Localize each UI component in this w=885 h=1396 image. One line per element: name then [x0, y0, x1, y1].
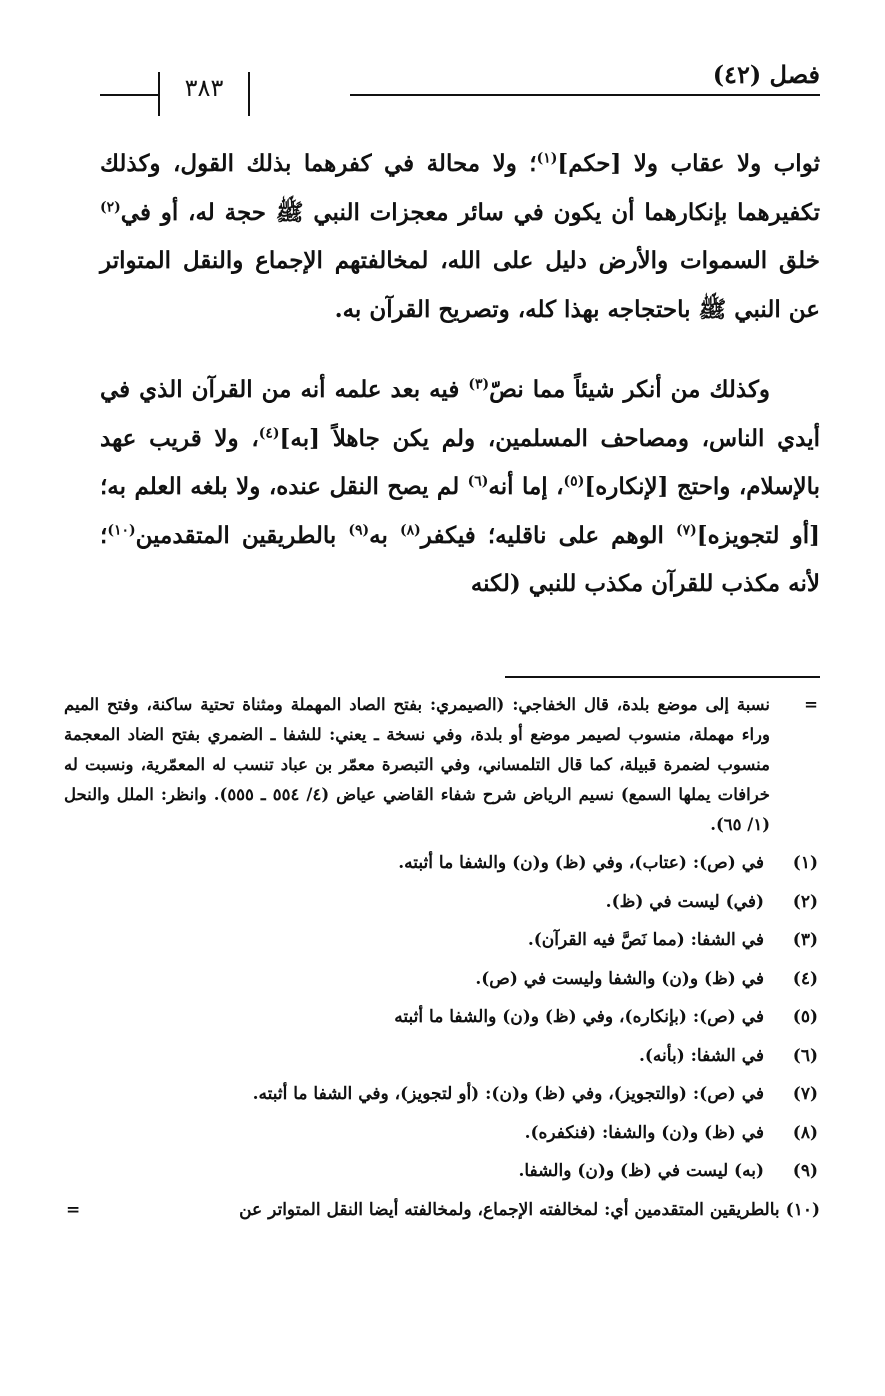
continuation-mark: =: [66, 1199, 81, 1220]
text-segment: ، ولا قريب عهد بالإسلام، واحتج [لإنكاره]: [100, 424, 821, 500]
footnotes: [64, 690, 820, 1229]
footnote-ref: (٩): [348, 521, 370, 538]
footnote-number: (٨): [792, 1122, 818, 1143]
footnote-item: [64, 1191, 820, 1230]
footnote-ref: (١): [536, 150, 558, 167]
footnote-ref: (٥): [563, 473, 585, 490]
footnote-list: [64, 844, 820, 1229]
footnote-ref: (٨): [400, 521, 421, 538]
footnote-text: في (ص): (بإنكاره)، وفي (ظ) و(ن) والشفا ما أثبته: [394, 1007, 764, 1027]
footnote-item: [64, 844, 820, 883]
footnote-item: [64, 921, 820, 960]
footnote-number: (٢): [792, 891, 818, 912]
header-divider: [248, 72, 250, 116]
footnote-number: (٤): [792, 968, 818, 989]
main-text: [100, 140, 820, 609]
footnote-item: [64, 960, 820, 999]
footnote-text: في الشفا: (مما نَصَّ فيه القرآن).: [527, 930, 764, 950]
continuation-mark: =: [804, 695, 818, 714]
continuation-text: نسبة إلى موضع بلدة، قال الخفاجي: (الصيمري: بفتح الصاد المهملة ومثناة تحتية ساكنة، وفتح الميم وراء مهملة، منسوب لصيمر موضع أو بلدة، وفي نسخة ـ يعني: للشفا ـ الضمري بفتح الضاد المعجمة منسوب لضمرة قبيلة، كما قال التلمساني، وفي التبصرة معمّر بن عباد تنسب له المعمّرية، ونسبت له خرافات يملها السمع) نسيم الرياض شرح شفاء القاضي عياض (٤/ ٥٥٤ ـ ٥٥٥). وانظر: الملل والنحل (١/ ٦٥).: [64, 695, 771, 834]
footnote-ref: (١٠): [107, 521, 136, 538]
text-segment: به: [369, 521, 401, 549]
footnote-number: (١٠): [785, 1199, 820, 1220]
paragraph-2: [100, 366, 820, 609]
chapter-title: فصل (٤٢): [712, 60, 820, 89]
footnote-item: [64, 1114, 820, 1153]
text-segment: وكذلك من أنكر شيئاً مما نصّ: [489, 376, 771, 403]
footnote-number: (٣): [792, 930, 818, 950]
running-header: [100, 60, 820, 120]
text-segment: ، إما أنه: [488, 473, 564, 500]
footnote-item: [64, 1037, 820, 1076]
footnote-number: (٩): [792, 1161, 818, 1181]
footnote-ref: (٧): [676, 521, 697, 538]
footnote-item: [64, 998, 820, 1037]
text-segment: ؛ ولا محالة في كفرهما بذلك القول، وكذلك تكفيرهما بإنكارهما أن يكون في سائر معجزات النبي ﷺ حجة له، أو في: [100, 150, 820, 226]
footnote-ref: (٤): [258, 424, 280, 441]
footnote-text: بالطريقين المتقدمين أي: لمخالفته الإجماع، ولمخالفته أيضا النقل المتواتر عن: [239, 1199, 780, 1220]
text-segment: ثواب ولا عقاب ولا [حكم]: [557, 150, 820, 177]
footnote-text: في (ظ) و(ن) والشفا: (فنكفره).: [524, 1122, 764, 1143]
footnote-item: [64, 883, 820, 922]
text-segment: ؛ لأنه مكذب للقرآن مكذب للنبي (لكنه: [100, 521, 820, 597]
text-segment: الوهم على ناقليه؛ فيكفر: [420, 521, 677, 549]
text-segment: لم يصح النقل عنده، ولا بلغه العلم به؛ [أو لتجويزه]: [100, 473, 820, 549]
text-segment: خلق السموات والأرض دليل على الله، لمخالفتهم الإجماع والنقل المتواتر عن النبي ﷺ باحتجاجه بهذا كله، وتصريح القرآن به.: [100, 247, 820, 323]
header-divider: [158, 72, 160, 116]
header-rule: [350, 94, 820, 96]
footnote-number: (٧): [792, 1084, 818, 1104]
footnote-item: [64, 1152, 820, 1191]
footnote-text: (به) ليست في (ظ) و(ن) والشفا.: [518, 1161, 764, 1181]
header-rule: [100, 94, 158, 96]
footnote-text: في (ص): (عتاب)، وفي (ظ) و(ن) والشفا ما أثبته.: [398, 853, 764, 873]
footnote-number: (١): [792, 853, 818, 873]
footnote-ref: (٦): [467, 473, 489, 490]
text-segment: بالطريقين المتقدمين: [135, 521, 349, 549]
footnote-ref: (٣): [468, 376, 490, 393]
footnote-item: [64, 1075, 820, 1114]
footnote-text: في (ظ) و(ن) والشفا وليست في (ص).: [475, 968, 764, 989]
text-segment: فيه بعد علمه أنه من القرآن الذي في أيدي الناس، ومصاحف المسلمين، ولم يكن جاهلاً [به]: [100, 376, 820, 452]
footnote-text: في الشفا: (بأنه).: [638, 1045, 764, 1066]
footnote-text: في (ص): (والتجويز)، وفي (ظ) و(ن): (أو لتجويز)، وفي الشفا ما أثبته.: [252, 1084, 764, 1104]
footnote-separator: [505, 676, 820, 678]
paragraph-1: [100, 140, 820, 334]
footnote-number: (٦): [792, 1045, 818, 1066]
footnote-number: (٥): [792, 1007, 818, 1027]
footnote-text: (في) ليست في (ظ).: [605, 891, 764, 912]
footnote-continuation: [64, 690, 820, 840]
footnote-ref: (٢): [100, 198, 121, 215]
page-number: ٣٨٣: [184, 74, 224, 102]
